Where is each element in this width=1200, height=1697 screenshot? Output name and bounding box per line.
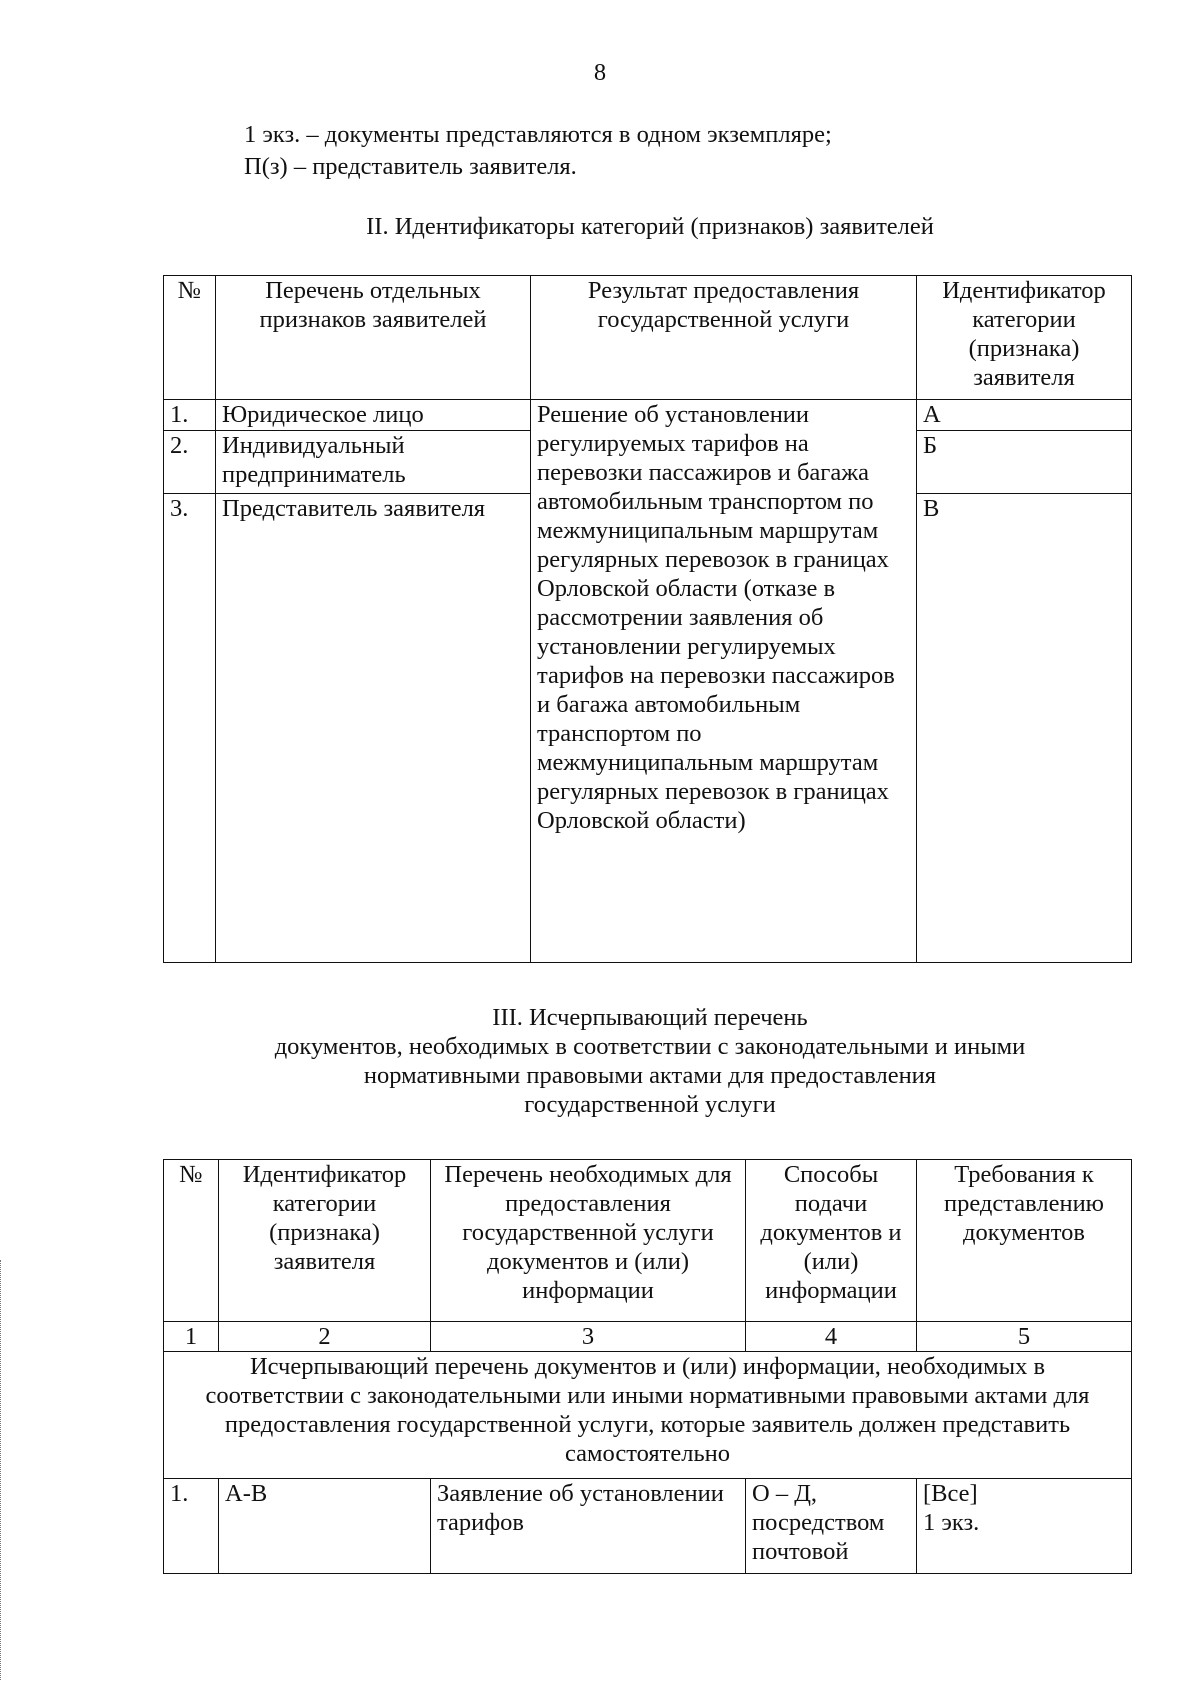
- header-document-list: Перечень необходимых для предоставления государственной услуги документов и (или) информации: [431, 1160, 746, 1322]
- section-3-title-line: государственной услуги: [524, 1091, 776, 1118]
- row-num: 1.: [164, 400, 216, 431]
- page-number: 8: [593, 59, 607, 86]
- header-num: №: [164, 1160, 219, 1322]
- column-number: 3: [431, 1322, 746, 1352]
- abbreviation-legend: [244, 120, 832, 184]
- legend-line: П(з) – представитель заявителя.: [244, 153, 577, 180]
- scan-edge-mark: [0, 1260, 3, 1680]
- subheading-cell: Исчерпывающий перечень документов и (или) информации, необходимых в соответствии с законодательными или иными нормативными правовыми актами для предоставления государственной услуги, которые заявитель должен представить самостоятельно: [164, 1352, 1132, 1479]
- column-number: 2: [219, 1322, 431, 1352]
- row-feature: Индивидуальный предприниматель: [216, 431, 531, 494]
- row-identifier: А-В: [219, 1479, 431, 1574]
- required-documents-table: [163, 1159, 1132, 1574]
- requirement-line: [Все]: [923, 1480, 978, 1507]
- applicant-categories-table: [163, 275, 1132, 963]
- section-3-title-line: нормативными правовыми актами для предоставления: [363, 1062, 937, 1089]
- requirement-line: 1 экз.: [923, 1509, 980, 1536]
- table-header-row: [164, 1160, 1132, 1322]
- section-3-title-line: III. Исчерпывающий перечень: [492, 1004, 808, 1031]
- header-identifier: Идентификатор категории (признака) заявителя: [917, 276, 1132, 400]
- column-number: 1: [164, 1322, 219, 1352]
- row-num: 2.: [164, 431, 216, 494]
- subheading-row: [164, 1352, 1132, 1479]
- header-identifier: Идентификатор категории (признака) заявителя: [219, 1160, 431, 1322]
- header-num: №: [164, 276, 216, 400]
- row-identifier: В: [917, 494, 1132, 963]
- header-submission-methods: Способы подачи документов и (или) информации: [746, 1160, 917, 1322]
- header-result: Результат предоставления государственной услуги: [531, 276, 917, 400]
- row-identifier: А: [917, 400, 1132, 431]
- row-feature: Представитель заявителя: [216, 494, 531, 963]
- table-header-row: [164, 276, 1132, 400]
- row-identifier: Б: [917, 431, 1132, 494]
- column-number: 4: [746, 1322, 917, 1352]
- row-document: Заявление об установлении тарифов: [431, 1479, 746, 1574]
- column-number-row: [164, 1322, 1132, 1352]
- header-requirements: Требования к представлению документов: [917, 1160, 1132, 1322]
- header-features: Перечень отдельных признаков заявителей: [216, 276, 531, 400]
- section-3-title-line: документов, необходимых в соответствии с законодательными и иными: [274, 1033, 1026, 1060]
- row-num: 1.: [164, 1479, 219, 1574]
- section-2-title: II. Идентификаторы категорий (признаков) заявителей: [366, 213, 934, 240]
- section-3-title: [0, 1003, 1200, 1119]
- column-number: 5: [917, 1322, 1132, 1352]
- table-row: [164, 400, 1132, 431]
- legend-line: 1 экз. – документы представляются в одном экземпляре;: [244, 121, 832, 148]
- result-cell: Решение об установлении регулируемых тарифов на перевозки пассажиров и багажа автомобильным транспортом по межмуниципальным маршрутам регулярных перевозок в границах Орловской области (отказе в рассмотрении заявления об установлении регулируемых тарифов на перевозки пассажиров и багажа автомобильным транспортом по межмуниципальным маршрутам регулярных перевозок в границах Орловской области): [531, 400, 917, 963]
- table-row: [164, 1479, 1132, 1574]
- row-num: 3.: [164, 494, 216, 963]
- row-feature: Юридическое лицо: [216, 400, 531, 431]
- row-requirements: [917, 1479, 1132, 1574]
- row-method: О – Д, посредством почтовой: [746, 1479, 917, 1574]
